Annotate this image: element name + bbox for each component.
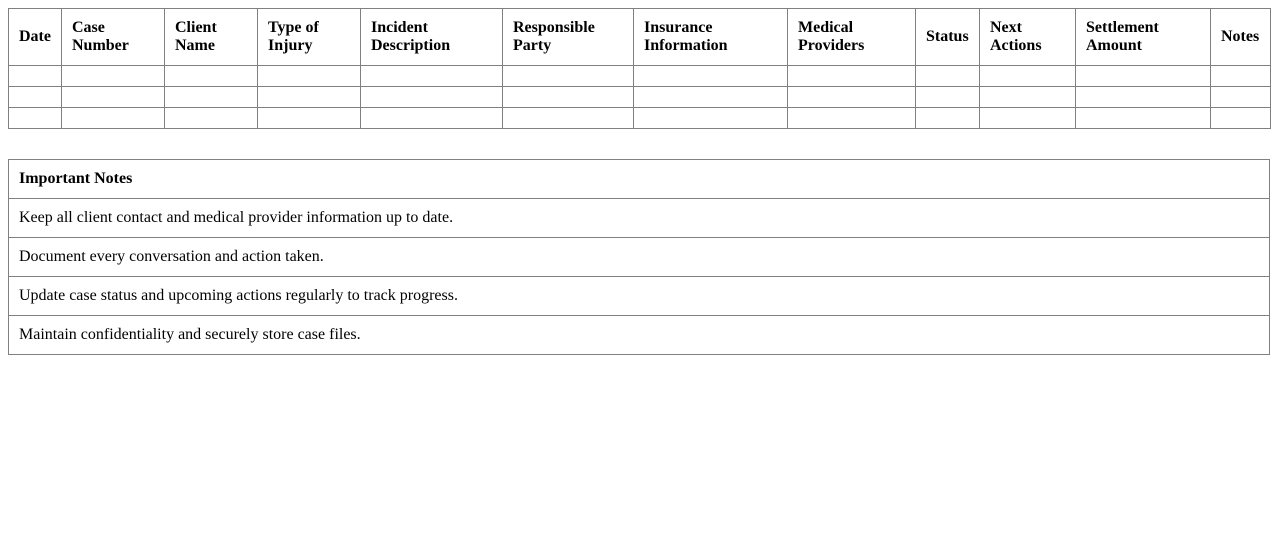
table-cell[interactable] <box>258 87 361 108</box>
table-cell[interactable] <box>9 108 62 129</box>
table-cell[interactable] <box>788 87 916 108</box>
table-cell[interactable] <box>503 66 634 87</box>
table-cell[interactable] <box>980 87 1076 108</box>
list-item <box>9 316 1270 355</box>
table-cell[interactable] <box>165 66 258 87</box>
table-cell[interactable] <box>980 108 1076 129</box>
table-cell[interactable] <box>1211 66 1271 87</box>
table-cell[interactable] <box>165 108 258 129</box>
table-cell[interactable] <box>361 66 503 87</box>
table-cell[interactable] <box>503 108 634 129</box>
table-cell[interactable] <box>634 66 788 87</box>
table-cell[interactable] <box>1211 108 1271 129</box>
column-header-incident-description: Incident Description <box>361 9 503 66</box>
column-header-medical-providers: Medical Providers <box>788 9 916 66</box>
table-cell[interactable] <box>62 66 165 87</box>
table-cell[interactable] <box>916 87 980 108</box>
note-text: Document every conversation and action taken. <box>9 238 1270 277</box>
column-header-next-actions: Next Actions <box>980 9 1076 66</box>
column-header-case-number: Case Number <box>62 9 165 66</box>
table-cell[interactable] <box>916 108 980 129</box>
table-cell[interactable] <box>62 87 165 108</box>
column-header-settlement-amount: Settlement Amount <box>1076 9 1211 66</box>
case-tracking-table <box>8 8 1271 129</box>
list-item <box>9 238 1270 277</box>
column-header-status: Status <box>916 9 980 66</box>
column-header-notes: Notes <box>1211 9 1271 66</box>
table-cell[interactable] <box>165 87 258 108</box>
column-header-responsible-party: Responsible Party <box>503 9 634 66</box>
table-row <box>9 87 1271 108</box>
table-cell[interactable] <box>361 87 503 108</box>
table-cell[interactable] <box>788 108 916 129</box>
note-text: Keep all client contact and medical provider information up to date. <box>9 199 1270 238</box>
table-row <box>9 108 1271 129</box>
table-cell[interactable] <box>1076 108 1211 129</box>
column-header-insurance-information: Insurance Information <box>634 9 788 66</box>
table-cell[interactable] <box>258 108 361 129</box>
column-header-type-of-injury: Type of Injury <box>258 9 361 66</box>
list-item <box>9 199 1270 238</box>
table-cell[interactable] <box>503 87 634 108</box>
note-text: Maintain confidentiality and securely store case files. <box>9 316 1270 355</box>
table-cell[interactable] <box>62 108 165 129</box>
note-text: Update case status and upcoming actions regularly to track progress. <box>9 277 1270 316</box>
table-cell[interactable] <box>1076 66 1211 87</box>
notes-header-row <box>9 160 1270 199</box>
table-cell[interactable] <box>1211 87 1271 108</box>
important-notes-table <box>8 159 1270 355</box>
table-cell[interactable] <box>258 66 361 87</box>
table-cell[interactable] <box>634 108 788 129</box>
table-header-row <box>9 9 1271 66</box>
table-cell[interactable] <box>9 66 62 87</box>
column-header-client-name: Client Name <box>165 9 258 66</box>
list-item <box>9 277 1270 316</box>
table-cell[interactable] <box>9 87 62 108</box>
table-cell[interactable] <box>361 108 503 129</box>
table-cell[interactable] <box>916 66 980 87</box>
table-cell[interactable] <box>634 87 788 108</box>
table-cell[interactable] <box>980 66 1076 87</box>
table-row <box>9 66 1271 87</box>
column-header-date: Date <box>9 9 62 66</box>
notes-title: Important Notes <box>9 160 1270 199</box>
table-cell[interactable] <box>1076 87 1211 108</box>
table-cell[interactable] <box>788 66 916 87</box>
